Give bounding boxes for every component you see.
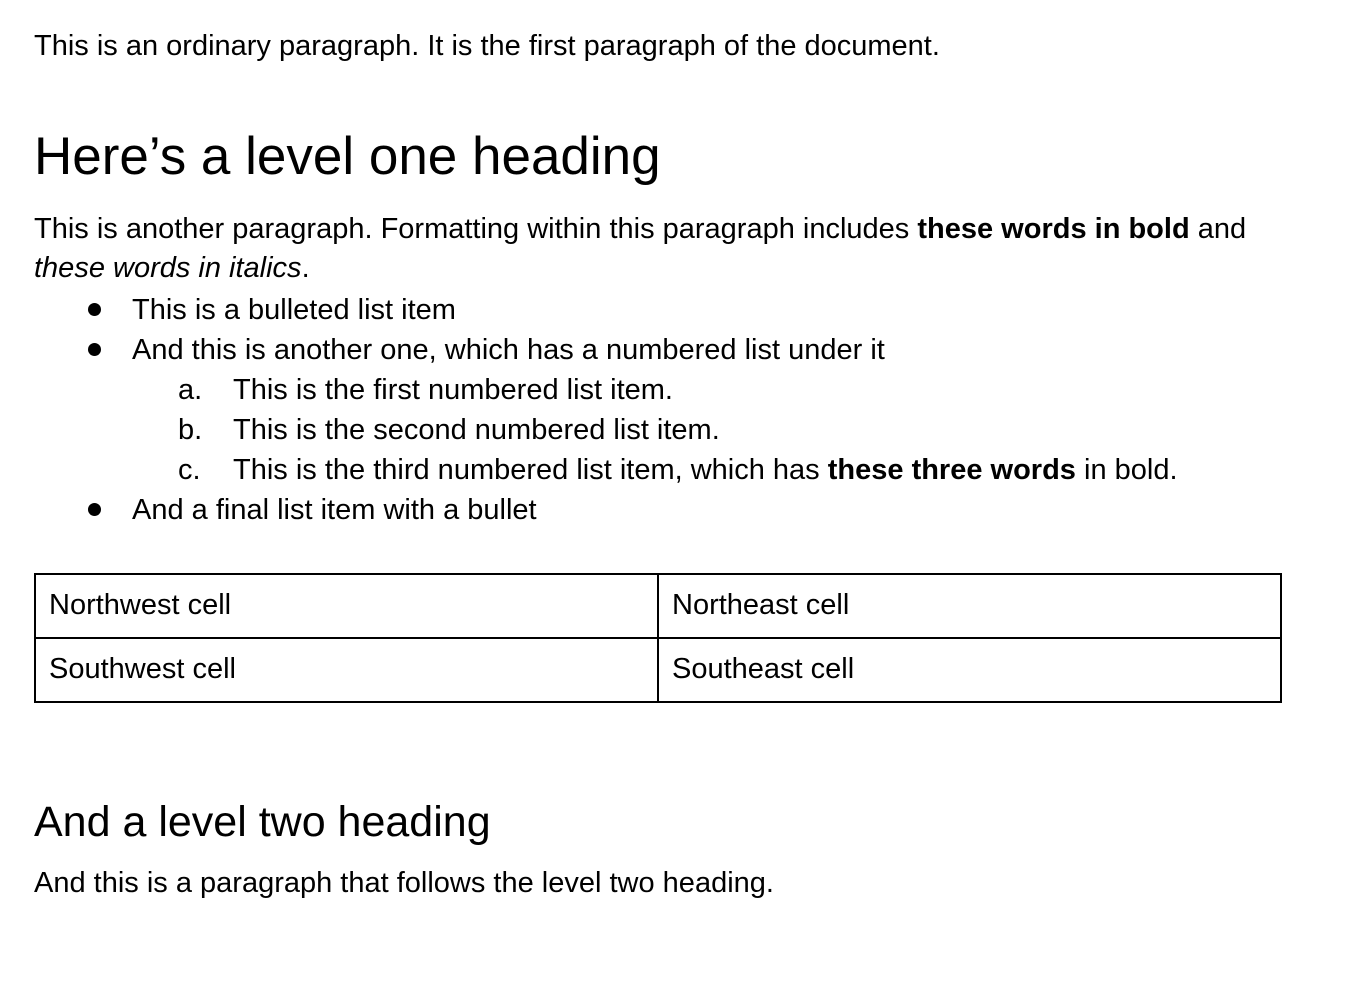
list-letter-marker: b. [178, 414, 203, 446]
text-run: And a final list item with a bullet [132, 494, 537, 526]
text-run: This is another paragraph. Formatting within this paragraph includes [34, 213, 918, 245]
table-row [35, 574, 1281, 638]
text-run: This is the second numbered list item. [233, 414, 720, 446]
list-item-text [132, 330, 885, 370]
heading-level-1: Here’s a level one heading [34, 127, 661, 186]
bullet-dot [88, 503, 101, 516]
bold-text-run: these three words [827, 454, 1076, 486]
paragraph-intro: This is an ordinary paragraph. It is the first paragraph of the document. [34, 30, 940, 62]
list-item [178, 370, 1290, 410]
text-run: and [1189, 213, 1247, 245]
document-list [34, 290, 1290, 530]
bullet-icon [88, 490, 132, 530]
list-item-text [233, 370, 673, 410]
list-item-text [132, 290, 456, 330]
bullet-icon [88, 330, 132, 370]
text-run: in bold. [1075, 454, 1178, 486]
list-letter-marker: c. [178, 454, 201, 486]
list-item [178, 410, 1290, 450]
text-run: And this is another one, which has a numbered list under it [132, 334, 885, 366]
list-item-text [233, 450, 1178, 490]
list-letter-marker: a. [178, 374, 203, 406]
paragraph-formatting [34, 210, 1290, 288]
text-run: This is a bulleted list item [132, 294, 456, 326]
bullet-icon [88, 290, 132, 330]
bullet-dot [88, 343, 101, 356]
text-run: . [301, 252, 310, 284]
list-item [88, 330, 1290, 370]
list-item [88, 490, 1290, 530]
list-item [88, 290, 1290, 330]
document-table [34, 573, 1282, 703]
table-cell: Southeast cell [658, 638, 1281, 702]
italic-text-run: these words in italics [34, 252, 302, 284]
table-body [35, 574, 1281, 702]
list-item-text [233, 410, 720, 450]
text-run: This is the third numbered list item, which has [233, 454, 828, 486]
table-cell: Southwest cell [35, 638, 658, 702]
paragraph-after-h2: And this is a paragraph that follows the level two heading. [34, 867, 774, 899]
table-row [35, 638, 1281, 702]
list-item [178, 450, 1290, 490]
table-cell: Northwest cell [35, 574, 658, 638]
text-run: This is the first numbered list item. [233, 374, 673, 406]
heading-level-2: And a level two heading [34, 798, 491, 846]
bullet-dot [88, 303, 101, 316]
list-item-text [132, 490, 537, 530]
bold-text-run: these words in bold [917, 213, 1190, 245]
table-cell: Northeast cell [658, 574, 1281, 638]
